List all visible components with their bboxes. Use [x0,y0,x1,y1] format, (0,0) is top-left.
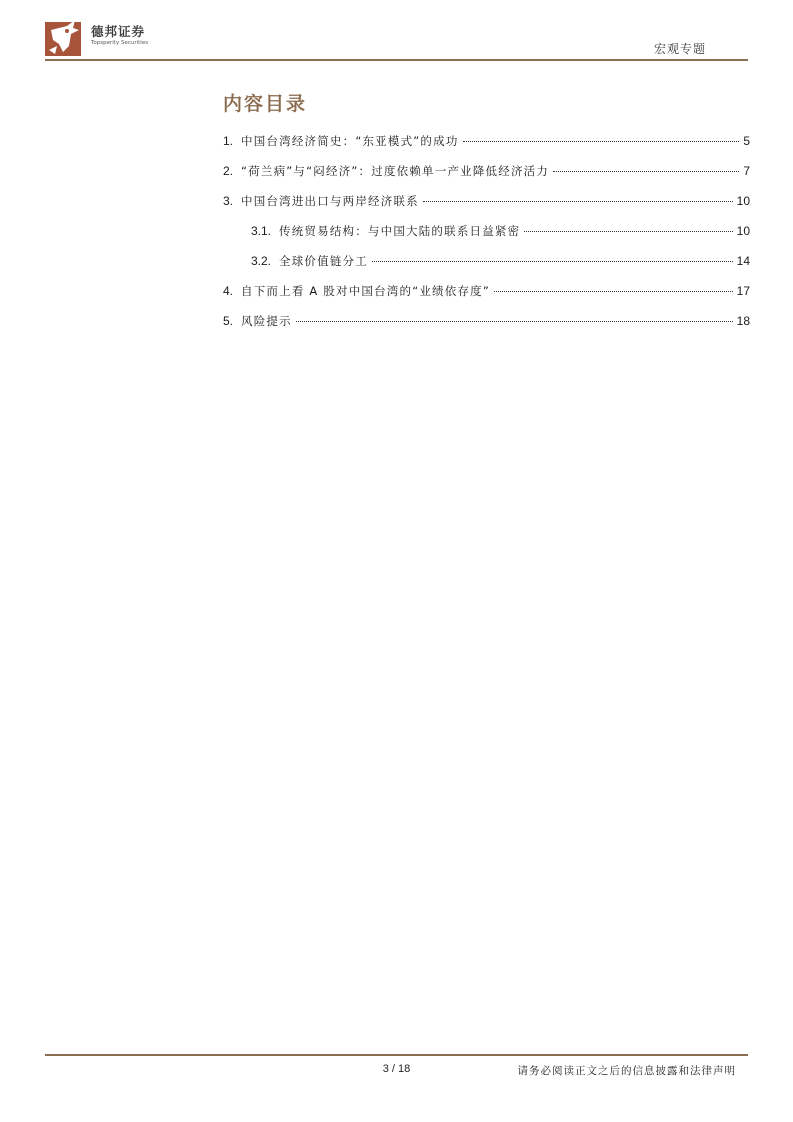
logo-mark-icon [45,16,87,58]
toc-leader-dots [494,291,733,292]
toc-entry-page: 7 [743,164,750,178]
toc-entry-text: 中国台湾进出口与两岸经济联系 [241,194,419,208]
toc-entry-page: 10 [736,224,750,238]
toc-entry-page: 5 [743,134,750,148]
toc-entry-number: 3.1. [251,224,272,238]
toc-leader-dots [463,141,740,142]
logo-name-cn: 德邦证券 [91,24,146,39]
toc-leader-dots [524,231,732,232]
report-type-label: 宏观专题 [653,42,706,56]
toc-entry-number: 3. [223,194,234,208]
toc-leader-dots [553,171,739,172]
toc-title: 内容目录 [223,93,308,115]
toc-entry-5[interactable] [223,313,750,343]
toc-entry-page: 10 [736,194,750,208]
toc-leader-dots [423,201,733,202]
toc-entry-number: 5. [223,314,234,328]
toc-entry-number: 1. [223,134,234,148]
toc-entry-1[interactable] [223,133,750,163]
toc-entry-3[interactable] [223,193,750,223]
toc-entry-2[interactable] [223,163,750,193]
toc-entry-page: 14 [736,254,750,268]
toc-entry-number: 4. [223,284,234,298]
toc-entry-text: “荷兰病”与“闷经济”：过度依赖单一产业降低经济活力 [241,164,550,178]
toc-entry-4[interactable] [223,283,750,313]
toc-leader-dots [296,321,733,322]
toc-entry-3-1[interactable] [223,223,750,253]
toc-entry-page: 17 [736,284,750,298]
page-header [45,12,748,62]
toc-entry-3-2[interactable] [223,253,750,283]
toc-entry-text: 风险提示 [241,314,292,328]
toc-entry-text: 传统贸易结构：与中国大陆的联系日益紧密 [279,224,521,238]
toc-entry-text: 中国台湾经济简史：“东亚模式”的成功 [241,134,459,148]
toc-entry-page: 18 [736,314,750,328]
toc-entry-number: 3.2. [251,254,272,268]
logo-name-en: Topsperity Securities [91,40,149,46]
footer-disclaimer: 请务必阅读正文之后的信息披露和法律声明 [517,1065,736,1077]
page-number: 3 / 18 [382,1063,411,1075]
company-logo [45,16,195,60]
toc-entry-number: 2. [223,164,234,178]
table-of-contents [223,133,750,343]
header-divider [45,59,748,61]
toc-entry-text: 全球价值链分工 [279,254,368,268]
toc-leader-dots [372,261,733,262]
footer-divider [45,1054,748,1056]
toc-entry-text: 自下而上看 A 股对中国台湾的“业绩依存度” [241,284,491,298]
